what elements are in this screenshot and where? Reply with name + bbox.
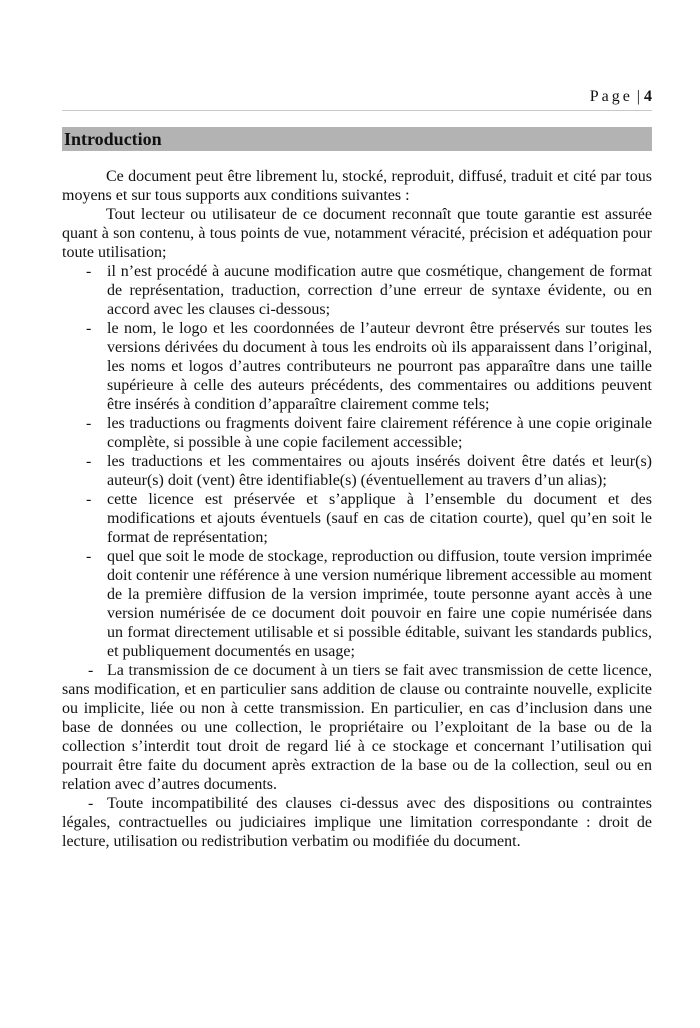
- list-item: [62, 319, 652, 414]
- bullet-dash: -: [86, 548, 92, 565]
- paragraph: [62, 661, 652, 794]
- conditions-list: [62, 262, 652, 661]
- list-item: [62, 547, 652, 661]
- page-header: [62, 88, 652, 111]
- paragraph-text: Toute incompatibilité des clauses ci-dessus avec des dispositions ou contraintes légales, contractuelles ou judiciaires implique une limitation correspondante : droit de lecture, utilisation ou redistribution verbatim ou modifiée du document.: [62, 795, 652, 850]
- bullet-dash: -: [88, 795, 94, 812]
- paragraph-text: La transmission de ce document à un tiers se fait avec transmission de cette licence, sans modification, et en particulier sans addition de clause ou contrainte nouvelle, explicite ou implicite, liée ou non à cette transmission. En particulier, en cas d’inclusion dans une base de données ou une collection, le propriétaire ou l’exploitant de la base ou de la collection s’interdit tout droit de regard lié à ce stockage et concernant l’utilisation qui pourrait être faite du document après extraction de la base ou de la collection, seul ou en relation avec d’autres documents.: [62, 662, 652, 793]
- paragraph: Ce document peut être librement lu, stocké, reproduit, diffusé, traduit et cité par tous moyens et sur tous supports aux conditions suivantes :: [62, 168, 652, 204]
- page-label: Page: [589, 88, 633, 105]
- list-item: [62, 490, 652, 547]
- document-body: [62, 167, 652, 851]
- list-item-text: il n’est procédé à aucune modification autre que cosmétique, changement de format de représentation, traduction, correction d’une erreur de syntaxe évidente, ou en accord avec les clauses ci-dessous;: [107, 263, 652, 318]
- list-item-text: le nom, le logo et les coordonnées de l’auteur devront être préservés sur toutes les versions dérivées du document à tous les endroits où ils apparaissent dans l’original, les noms et logos d’autres contributeurs ne pourront pas apparaître dans une taille supérieure à celle des auteurs précédents, des commentaires ou additions peuvent être insérés à condition d’apparaître clairement comme tels;: [107, 320, 652, 413]
- bullet-dash: -: [86, 415, 92, 432]
- section-title: Introduction: [62, 127, 652, 151]
- list-item: [62, 262, 652, 319]
- list-item-text: les traductions et les commentaires ou ajouts insérés doivent être datés et leur(s) auteur(s) doit (vent) être identifiable(s) (éventuellement au travers d’un alias);: [107, 453, 652, 489]
- paragraph: [62, 794, 652, 851]
- list-item-text: quel que soit le mode de stockage, reproduction ou diffusion, toute version imprimée doit contenir une référence à une version numérique librement accessible au moment de la première diffusion de la version imprimée, toute personne ayant accès à une version numérisée de ce document doit pouvoir en faire une copie numérisée dans un format directement utilisable et si possible éditable, suivant les standards publics, et publiquement documentés en usage;: [107, 548, 652, 660]
- bullet-dash: -: [88, 662, 94, 679]
- page-separator: |: [636, 88, 640, 105]
- page-number: 4: [644, 88, 652, 105]
- list-item: [62, 452, 652, 490]
- bullet-dash: -: [86, 320, 92, 337]
- list-item-text: les traductions ou fragments doivent faire clairement référence à une copie originale complète, si possible à une copie facilement accessible;: [107, 415, 652, 451]
- paragraph: Tout lecteur ou utilisateur de ce document reconnaît que toute garantie est assurée quant à son contenu, à tous points de vue, notamment véracité, précision et adéquation pour toute utilisation;: [62, 206, 652, 261]
- list-item: [62, 414, 652, 452]
- bullet-dash: -: [86, 491, 92, 508]
- list-item-text: cette licence est préservée et s’applique à l’ensemble du document et des modifications et ajouts éventuels (sauf en cas de citation courte), quel qu’en soit le format de représentation;: [107, 491, 652, 546]
- bullet-dash: -: [86, 263, 92, 280]
- bullet-dash: -: [86, 453, 92, 470]
